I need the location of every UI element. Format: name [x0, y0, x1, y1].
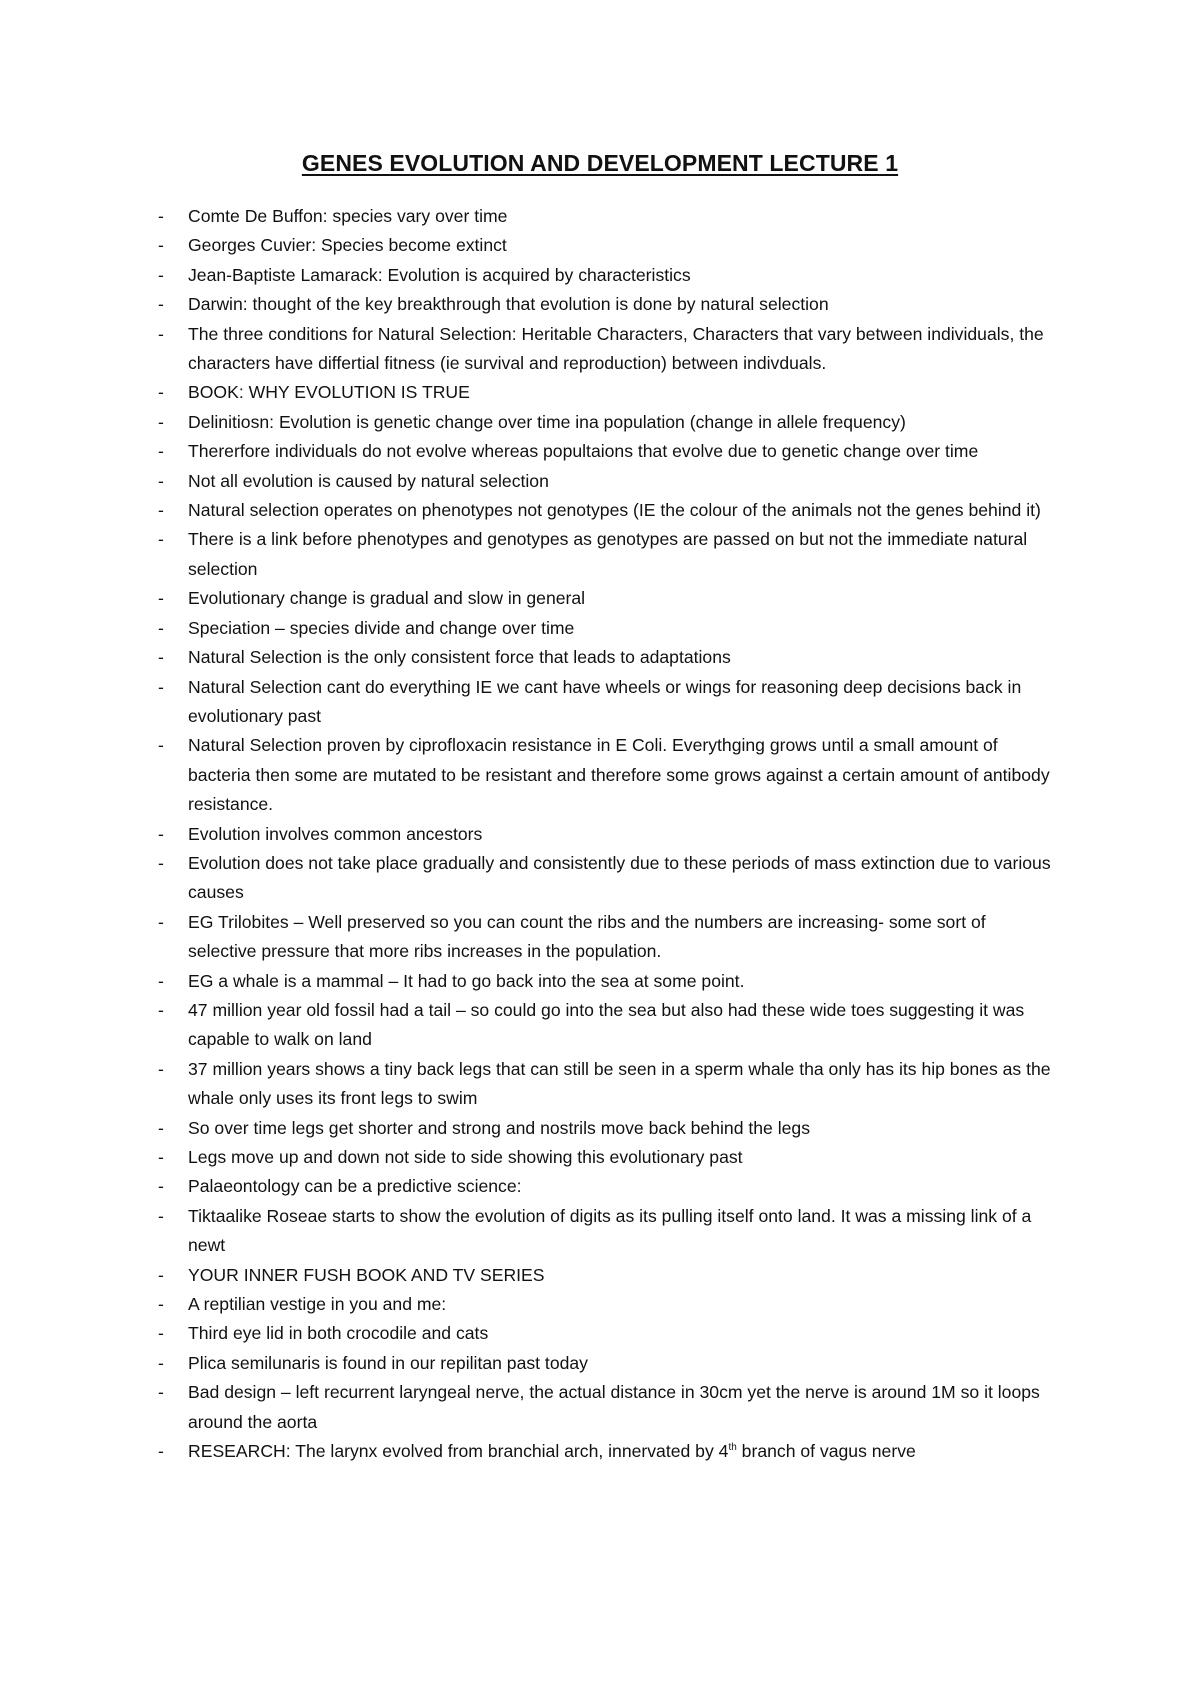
bullet-dash: - — [158, 647, 164, 668]
list-item — [158, 437, 1058, 466]
list-item-text: So over time legs get shorter and strong and nostrils move back behind the legs — [188, 1117, 810, 1138]
bullet-dash: - — [158, 999, 164, 1020]
list-item-text: 47 million year old fossil had a tail – so could go into the sea but also had these wide toes suggesting it was capable to walk on land — [188, 999, 1025, 1050]
bullet-dash: - — [158, 470, 164, 491]
list-item — [158, 731, 1058, 819]
list-item — [158, 202, 1058, 231]
list-item — [158, 408, 1058, 437]
list-item — [158, 1349, 1058, 1378]
list-item — [158, 1172, 1058, 1201]
list-item-text: Comte De Buffon: species vary over time — [188, 206, 508, 226]
list-item — [158, 1114, 1058, 1143]
list-item-text: Thererfore individuals do not evolve whereas popultaions that evolve due to genetic change over time — [188, 441, 979, 462]
list-item — [158, 1202, 1058, 1261]
list-item-text: BOOK: WHY EVOLUTION IS TRUE — [188, 382, 470, 403]
bullet-dash: - — [158, 500, 164, 521]
bullet-dash: - — [158, 823, 164, 844]
bullet-dash: - — [158, 852, 164, 873]
list-item-text: EG a whale is a mammal – It had to go back into the sea at some point. — [188, 970, 745, 991]
list-item — [158, 1437, 1058, 1466]
list-item-text: 37 million years shows a tiny back legs that can still be seen in a sperm whale tha only has its hip bones as the whale only uses its front legs to swim — [188, 1058, 1051, 1109]
list-item-text: Not all evolution is caused by natural selection — [188, 470, 549, 491]
list-item-text: Evolution does not take place gradually and consistently due to these periods of mass extinction due to various causes — [188, 852, 1051, 903]
list-item-text: Plica semilunaris is found in our repilitan past today — [188, 1352, 588, 1373]
list-item — [158, 261, 1058, 290]
superscript: th — [728, 1442, 737, 1454]
list-item-text: Jean-Baptiste Lamarack: Evolution is acquired by characteristics — [188, 264, 691, 285]
bullet-dash: - — [158, 911, 164, 932]
list-item-text: Delinitiosn: Evolution is genetic change over time ina population (change in allele frequency) — [188, 411, 906, 432]
list-item-text: The three conditions for Natural Selection: Heritable Characters, Characters that vary between individuals, the characters have differtial fitness (ie survival and reproduction) between indivduals. — [188, 323, 1044, 374]
list-item — [158, 525, 1058, 584]
list-item — [158, 231, 1058, 260]
list-item-text: Evolution involves common ancestors — [188, 823, 483, 844]
list-item — [158, 673, 1058, 732]
list-item — [158, 820, 1058, 849]
list-item-text: RESEARCH: The larynx evolved from branchial arch, innervated by 4 — [188, 1441, 729, 1462]
bullet-dash: - — [158, 382, 164, 403]
bullet-dash: - — [158, 1117, 164, 1138]
list-item-text: Legs move up and down not side to side showing this evolutionary past — [188, 1147, 743, 1167]
list-item — [158, 1055, 1058, 1114]
list-item — [158, 290, 1058, 319]
list-item-text: Tiktaalike Roseae starts to show the evolution of digits as its pulling itself onto land. It was a missing link of a newt — [188, 1205, 1032, 1256]
bullet-dash: - — [158, 676, 164, 697]
list-item — [158, 1378, 1058, 1437]
bullet-dash: - — [158, 735, 164, 756]
list-item — [158, 614, 1058, 643]
list-item-text: Natural selection operates on phenotypes not genotypes (IE the colour of the animals not the genes behind it) — [188, 500, 1041, 521]
bullet-dash: - — [158, 588, 164, 609]
bullet-dash: - — [158, 1352, 164, 1373]
list-item — [158, 584, 1058, 613]
bullet-dash: - — [158, 294, 164, 315]
bullet-dash: - — [158, 1294, 164, 1315]
list-item-text: Darwin: thought of the key breakthrough that evolution is done by natural selection — [188, 294, 829, 315]
list-item — [158, 849, 1058, 908]
bullet-dash: - — [158, 1323, 164, 1344]
bullet-dash: - — [158, 323, 164, 344]
bullet-dash: - — [158, 206, 164, 226]
list-item — [158, 467, 1058, 496]
bullet-dash: - — [158, 411, 164, 432]
list-item-text: Third eye lid in both crocodile and cats — [188, 1323, 489, 1344]
list-item — [158, 967, 1058, 996]
list-item-text: Natural Selection cant do everything IE we cant have wheels or wings for reasoning deep decisions back in evolutionary past — [188, 676, 1022, 726]
list-item-text: Natural Selection proven by ciprofloxacin resistance in E Coli. Everythging grows until a small amount of bacteria then some are mutated to be resistant and therefore some grows against a certain amount of antibody resistance. — [188, 735, 1050, 815]
bullet-dash: - — [158, 617, 164, 638]
list-item — [158, 1143, 1058, 1172]
bullet-dash: - — [158, 1264, 164, 1285]
bullet-dash: - — [158, 1176, 164, 1197]
list-item-text: EG Trilobites – Well preserved so you can count the ribs and the numbers are increasing- some sort of selective pressure that more ribs increases in the population. — [188, 911, 986, 962]
list-item-text: Palaeontology can be a predictive science: — [188, 1176, 522, 1197]
bullet-dash: - — [158, 1058, 164, 1079]
list-item-text: A reptilian vestige in you and me: — [188, 1294, 447, 1315]
bullet-dash: - — [158, 529, 164, 550]
list-item-text: Speciation – species divide and change over time — [188, 617, 575, 638]
bullet-dash: - — [158, 1382, 164, 1403]
bullet-dash: - — [158, 1147, 164, 1167]
list-item — [158, 1319, 1058, 1348]
list-item-text: YOUR INNER FUSH BOOK AND TV SERIES — [188, 1264, 545, 1285]
list-item — [158, 996, 1058, 1055]
list-item — [158, 320, 1058, 379]
list-item — [158, 643, 1058, 672]
list-item-text: Bad design – left recurrent laryngeal nerve, the actual distance in 30cm yet the nerve is around 1M so it loops around the aorta — [188, 1382, 1040, 1432]
list-item — [158, 1261, 1058, 1290]
list-item — [158, 496, 1058, 525]
list-item — [158, 908, 1058, 967]
bullet-dash: - — [158, 1205, 164, 1226]
list-item-text: There is a link before phenotypes and genotypes as genotypes are passed on but not the immediate natural selection — [188, 529, 1028, 579]
list-item — [158, 378, 1058, 407]
bullet-dash: - — [158, 1441, 164, 1462]
bullet-dash: - — [158, 441, 164, 462]
bullet-dash: - — [158, 264, 164, 285]
list-item — [158, 1290, 1058, 1319]
list-item-text-continued: branch of vagus nerve — [736, 1441, 916, 1462]
list-item-text: Natural Selection is the only consistent force that leads to adaptations — [188, 647, 731, 668]
bullet-dash: - — [158, 235, 164, 256]
list-item-text: Evolutionary change is gradual and slow in general — [188, 588, 586, 609]
bullet-dash: - — [158, 970, 164, 991]
notes-list — [158, 202, 1058, 1466]
list-item-text: Georges Cuvier: Species become extinct — [188, 235, 507, 256]
page-title: GENES EVOLUTION AND DEVELOPMENT LECTURE 1 — [301, 150, 899, 176]
